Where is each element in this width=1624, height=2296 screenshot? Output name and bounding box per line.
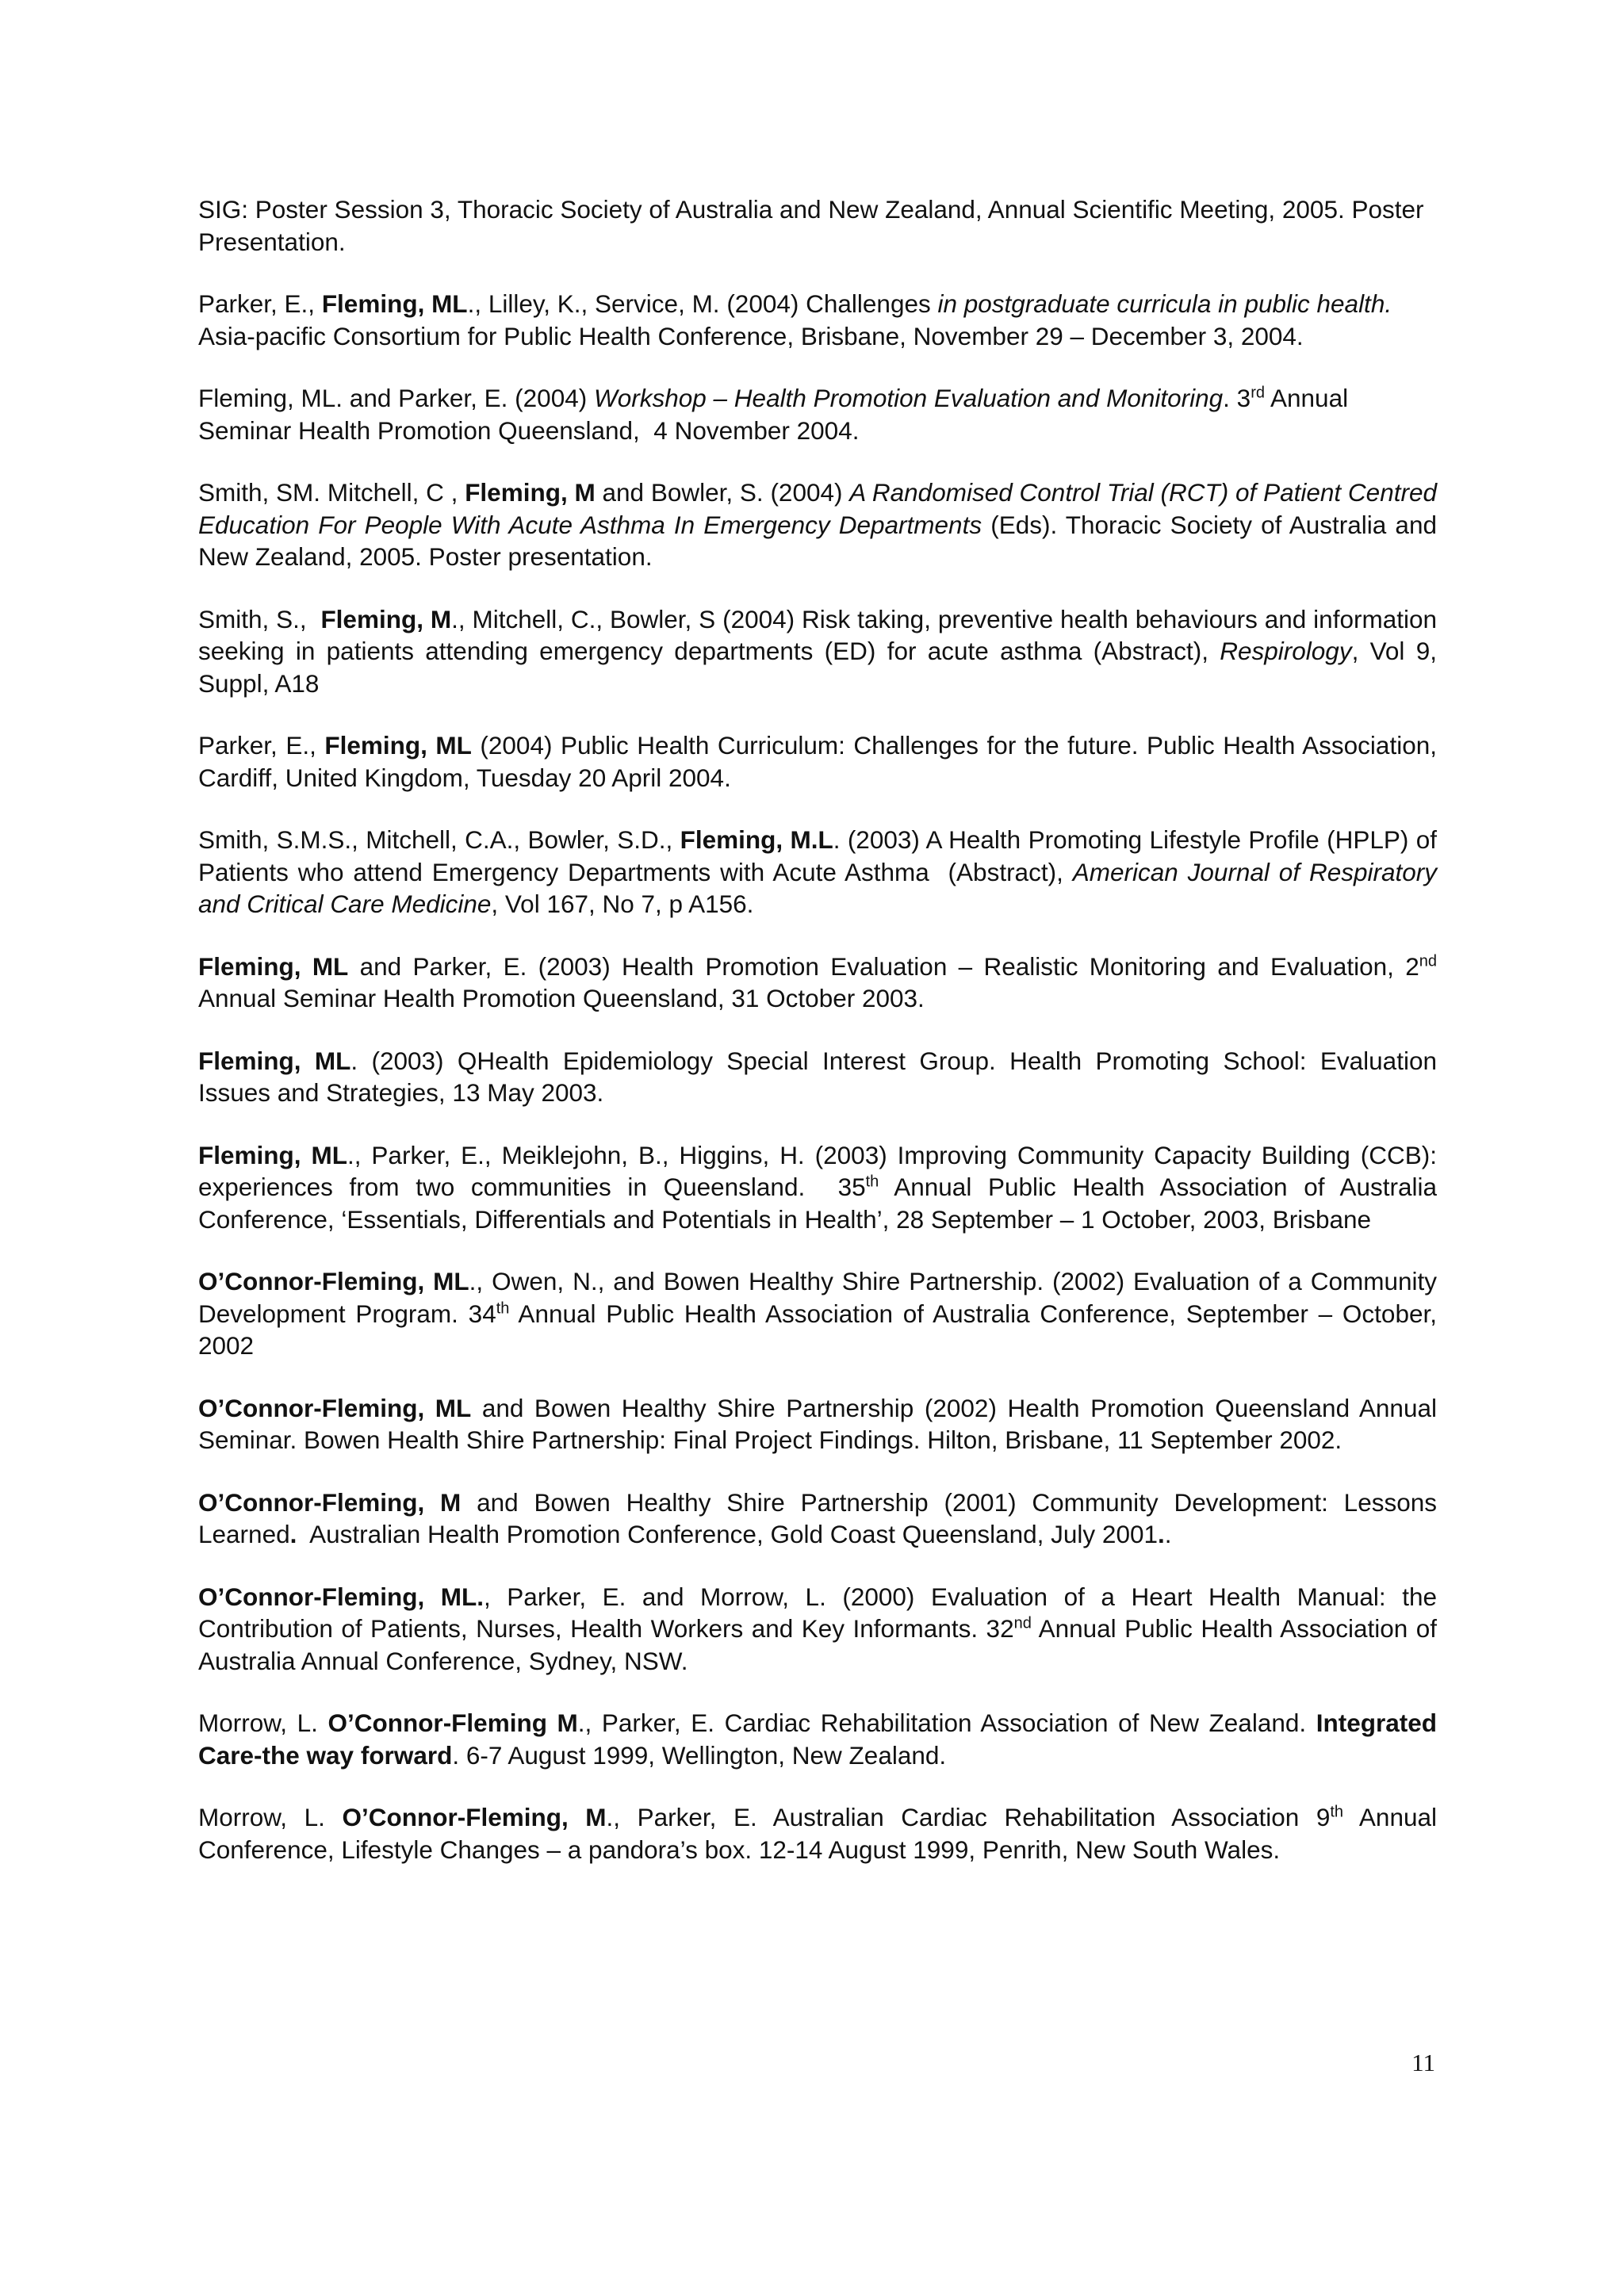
entry-text: Smith, S.M.S., Mitchell, C.A., Bowler, S.D., xyxy=(198,825,680,854)
entry-text: ., Mitchell, C., Bowler, S (2004) Risk taking, preventive health behaviours and information seeking in patients attending emergency departments (ED) for acute asthma (Abstract), xyxy=(198,604,1444,665)
author-name: O’Connor-Fleming M xyxy=(327,1709,578,1737)
author-name: . xyxy=(289,1520,297,1548)
entry-text: . xyxy=(1164,1520,1172,1548)
ordinal-suffix: th xyxy=(865,1173,879,1191)
entry-text: Annual Seminar Health Promotion Queensland, 31 October 2003. xyxy=(198,951,1444,1012)
entry-text: Smith, S., xyxy=(198,604,321,633)
entry-text: Asia-pacific Consortium for Public Health Conference, Brisbane, November 29 – December 3, 2004. xyxy=(198,289,1398,350)
publication-title: American Journal of Respiratory and Critical Care Medicine xyxy=(198,857,1444,918)
author-name: Fleming, ML xyxy=(198,951,349,981)
author-name: Fleming, M xyxy=(320,604,452,633)
entry-text: , Vol 9, Suppl, A18 xyxy=(198,637,1444,698)
author-name: Fleming, M.L xyxy=(680,825,833,854)
entry-text: ., Parker, E. Cardiac Rehabilitation Association of New Zealand. xyxy=(577,1709,1316,1737)
entry-text: SIG: Poster Session 3, Thoracic Society of Australia and New Zealand, Annual Scientific Meeting, 2005. Poster Presentation. xyxy=(198,195,1431,256)
entry-text: ., Lilley, K., Service, M. (2004) Challenges xyxy=(467,289,938,318)
publication-title: Respirology xyxy=(1220,637,1352,665)
ordinal-suffix: nd xyxy=(1013,1614,1032,1632)
entry-text: Annual Public Health Association of Australia Annual Conference, Sydney, NSW. xyxy=(198,1614,1443,1675)
publication-entry xyxy=(198,824,1444,920)
publication-entry xyxy=(198,603,1444,700)
author-name: Fleming, ML xyxy=(321,289,468,318)
entry-text: ., Parker, E. Australian Cardiac Rehabilitation Association 9 xyxy=(606,1803,1331,1831)
entry-text: and Bowen Healthy Shire Partnership (2002) Health Promotion Queensland Annual Seminar. Bowen Health Shire Partnership: Final Project Findings. Hilton, Brisbane, 11 September 2002. xyxy=(198,1393,1444,1454)
entry-text: ., Parker, E., Meiklejohn, B., Higgins, H. (2003) Improving Community Capacity Building (CCB): experiences from two communities in Queensland. 35 xyxy=(198,1140,1444,1201)
entry-text: . (2003) QHealth Epidemiology Special Interest Group. Health Promoting School: Evaluation Issues and Strategies, 13 May 2003. xyxy=(198,1046,1444,1107)
publication-entry xyxy=(198,1581,1444,1678)
publication-entry xyxy=(198,1707,1444,1771)
entry-text: Australian Health Promotion Conference, Gold Coast Queensland, July 2001 xyxy=(297,1520,1159,1548)
entry-text: Parker, E., xyxy=(198,289,322,318)
author-name: Fleming, ML xyxy=(198,1140,347,1169)
publication-title: Workshop – Health Promotion Evaluation and Monitoring xyxy=(593,384,1224,412)
entry-text: . 6-7 August 1999, Wellington, New Zealand. xyxy=(452,1740,947,1770)
entry-text: Annual Conference, Lifestyle Changes – a pandora’s box. 12-14 August 1999, Penrith, New South Wales. xyxy=(198,1803,1444,1864)
publication-entry xyxy=(198,1487,1444,1551)
publication-entry xyxy=(198,1392,1444,1456)
entry-text: Morrow, L. xyxy=(198,1709,328,1737)
entry-text: . 3 xyxy=(1223,384,1251,412)
publication-entry xyxy=(198,729,1444,794)
author-name: O’Connor-Fleming, ML xyxy=(198,1267,469,1295)
author-name: O’Connor-Fleming, M xyxy=(342,1803,607,1831)
author-name: Fleming, ML xyxy=(198,1046,351,1075)
author-name: Fleming, M xyxy=(465,478,596,507)
entry-text: (Eds). Thoracic Society of Australia and New Zealand, 2005. Poster presentation. xyxy=(198,510,1444,571)
publication-entry xyxy=(198,951,1444,1015)
author-name: O’Connor-Fleming, M xyxy=(198,1487,462,1517)
entry-text: , Vol 167, No 7, p A156. xyxy=(491,890,754,918)
entry-text: (2004) Public Health Curriculum: Challenges for the future. Public Health Association, Cardiff, United Kingdom, Tuesday 20 April 2004. xyxy=(198,731,1444,792)
entry-text: ., Owen, N., and Bowen Healthy Shire Partnership. (2002) Evaluation of a Community Development Program. 34 xyxy=(198,1267,1444,1328)
publication-entry xyxy=(198,193,1437,258)
entry-text: Parker, E., xyxy=(198,731,325,760)
publication-title: in postgraduate curricula in public health. xyxy=(937,289,1392,318)
ordinal-suffix: th xyxy=(1330,1803,1344,1821)
entry-text: Annual Public Health Association of Australia Conference, ‘Essentials, Differentials and Potentials in Health’, 28 September – 1 October, 2003, Brisbane xyxy=(198,1173,1444,1234)
entry-text: and Parker, E. (2003) Health Promotion Evaluation – Realistic Monitoring and Evaluation, 2 xyxy=(348,951,1419,981)
page-number: 11 xyxy=(1411,2049,1435,2076)
entry-text: Smith, SM. Mitchell, C , xyxy=(198,478,465,507)
entry-text: Fleming, ML. and Parker, E. (2004) xyxy=(198,384,594,412)
publication-entry xyxy=(198,288,1437,352)
entry-text: Morrow, L. xyxy=(198,1803,343,1831)
author-name: . xyxy=(1158,1520,1165,1548)
author-name: O’Connor-Fleming, ML xyxy=(198,1393,472,1422)
author-name: Integrated Care-the way forward xyxy=(198,1709,1444,1770)
publication-title: A Randomised Control Trial (RCT) of Patient Centred Education For People With Acute Asthma In Emergency Departments xyxy=(198,478,1444,539)
entry-text: , Parker, E. and Morrow, L. (2000) Evaluation of a Heart Health Manual: the Contribution of Patients, Nurses, Health Workers and Key Informants. 32 xyxy=(198,1582,1444,1643)
publication-entry xyxy=(198,1139,1444,1236)
ordinal-suffix: th xyxy=(496,1299,510,1317)
entry-text: . (2003) A Health Promoting Lifestyle Profile (HPLP) of Patients who attend Emergency Departments with Acute Asthma (Abstract), xyxy=(198,825,1444,886)
publication-entry xyxy=(198,382,1437,446)
author-name: O’Connor-Fleming, ML. xyxy=(198,1582,484,1611)
publication-entry xyxy=(198,1265,1444,1362)
author-name: Fleming, ML xyxy=(324,731,472,760)
entry-text: Annual Public Health Association of Australia Conference, September – October, 2002 xyxy=(198,1299,1444,1360)
entry-text: and Bowen Healthy Shire Partnership (2001) Community Development: Lessons Learned xyxy=(198,1487,1444,1548)
entry-text: and Bowler, S. (2004) xyxy=(595,478,850,507)
publication-list xyxy=(198,193,1444,1896)
ordinal-suffix: nd xyxy=(1419,952,1437,970)
publication-entry xyxy=(198,476,1444,573)
publication-entry xyxy=(198,1045,1444,1109)
entry-text: Annual Seminar Health Promotion Queensland, 4 November 2004. xyxy=(198,384,1355,445)
publication-entry xyxy=(198,1801,1444,1866)
ordinal-suffix: rd xyxy=(1251,384,1265,402)
